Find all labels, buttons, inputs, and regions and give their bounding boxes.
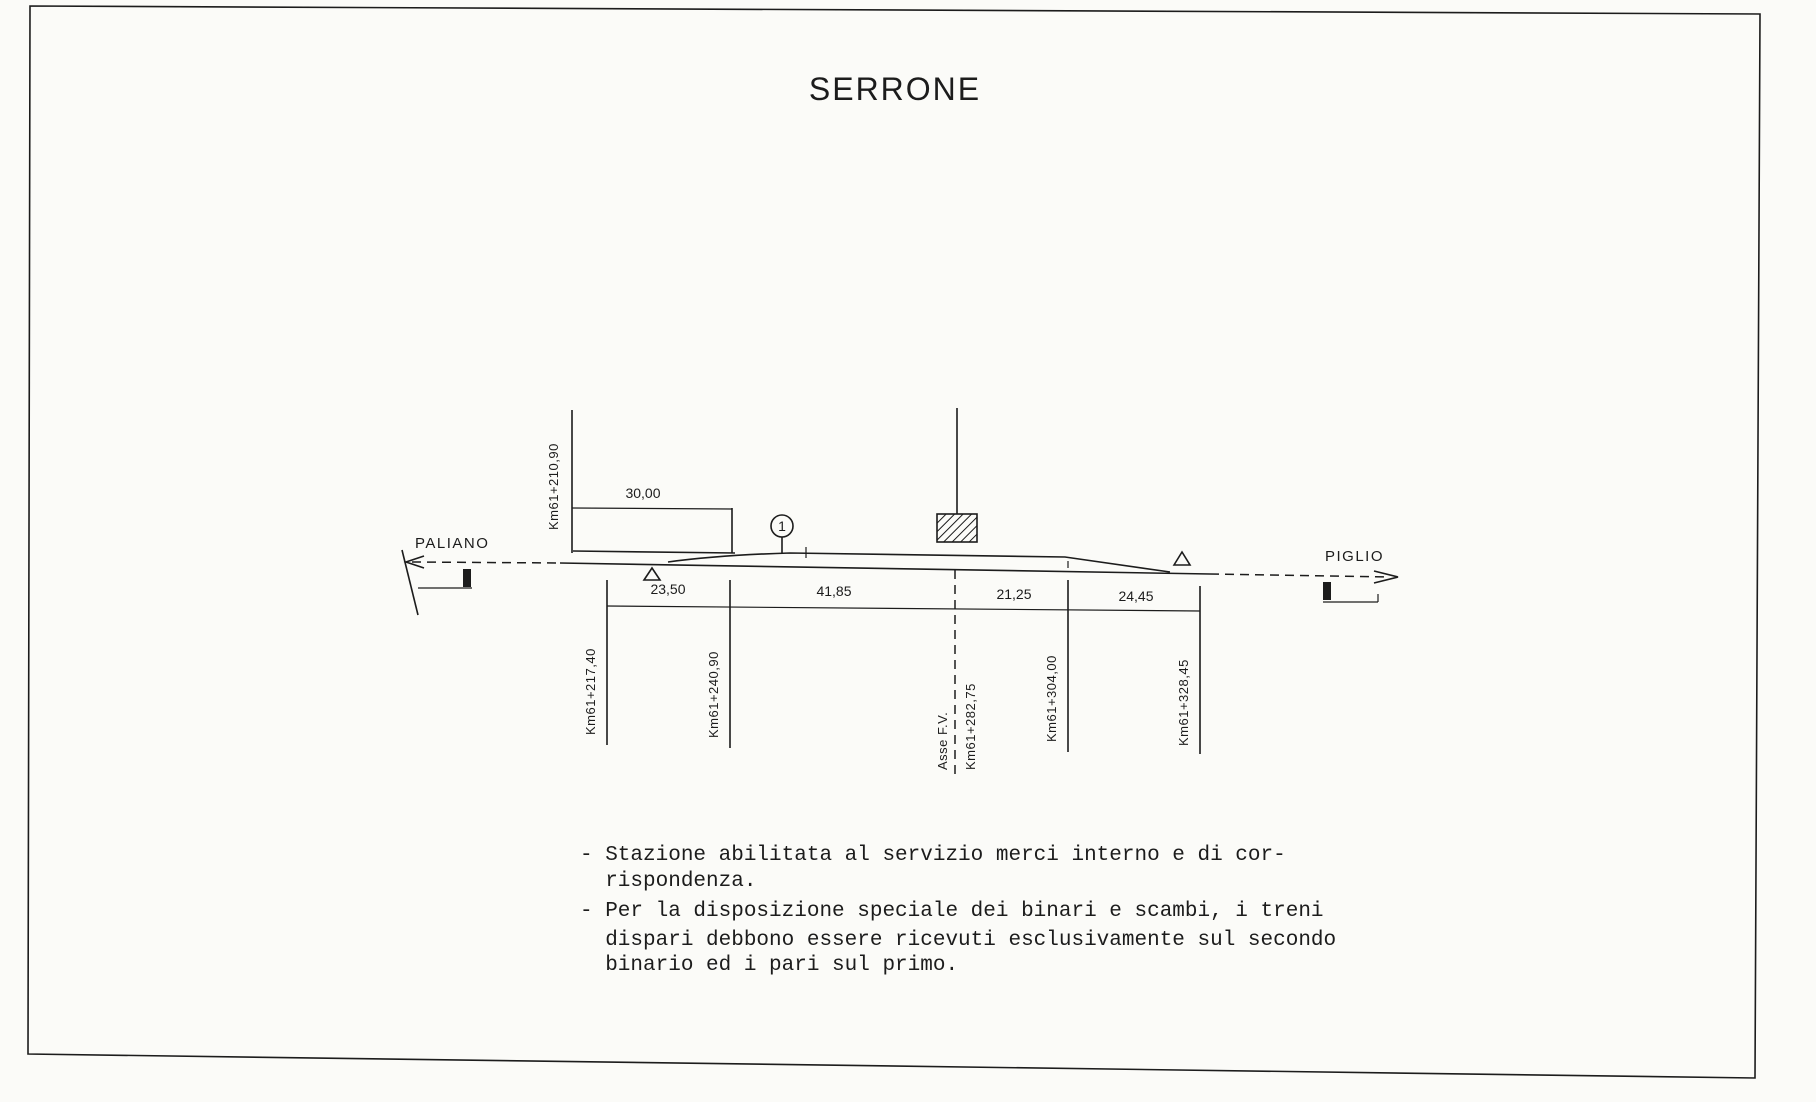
km-m1-label: Km61+217,40: [583, 648, 598, 735]
km-m2-label: Km61+240,90: [706, 651, 721, 738]
page-title: SERRONE: [808, 71, 982, 107]
station-right-label: PIGLIO: [1325, 548, 1385, 565]
second-track-stub: [573, 551, 735, 553]
station-building-icon: [937, 514, 977, 542]
fv-axis-label: Asse F.V.: [935, 711, 950, 770]
note-line-4: dispari debbono essere ricevuti esclusivamente sul secondo: [580, 929, 1337, 952]
dim-seg3-label: 21,25: [996, 586, 1032, 602]
paliano-buffer-stop: [402, 550, 418, 615]
km-top-label: Km61+210,90: [546, 443, 561, 530]
dim-upper-label: 30,00: [625, 485, 661, 501]
dim-seg2-label: 41,85: [816, 583, 852, 599]
dim-lower-line: [607, 606, 1200, 611]
note-line-1: - Stazione abilitata al servizio merci interno e di cor-: [580, 844, 1286, 867]
note-line-3: - Per la disposizione speciale dei binari e scambi, i treni: [580, 900, 1324, 923]
km-m4-label: Km61+304,00: [1044, 655, 1059, 742]
signal-1-label: 1: [778, 518, 786, 534]
switch-triangle-left-icon: [644, 568, 660, 580]
note-line-2: rispondenza.: [580, 870, 757, 893]
main-track-dashed-right: [1210, 574, 1390, 577]
main-track: [560, 563, 1210, 574]
note-line-5: binario ed i pari sul primo.: [580, 954, 959, 977]
station-left-label: PALIANO: [415, 535, 490, 552]
main-track-dashed-left: [412, 562, 560, 563]
dim-seg1-label: 23,50: [650, 581, 686, 597]
dim-upper-line: [572, 508, 732, 509]
switch-triangle-right-icon: [1174, 552, 1190, 565]
km-fv-label: Km61+282,75: [963, 683, 978, 770]
dim-seg4-label: 24,45: [1118, 588, 1154, 604]
buffer-right-icon: [1323, 582, 1378, 602]
notes-block: [580, 844, 1336, 977]
km-m5-label: Km61+328,45: [1176, 659, 1191, 746]
buffer-left-icon: [418, 569, 472, 588]
